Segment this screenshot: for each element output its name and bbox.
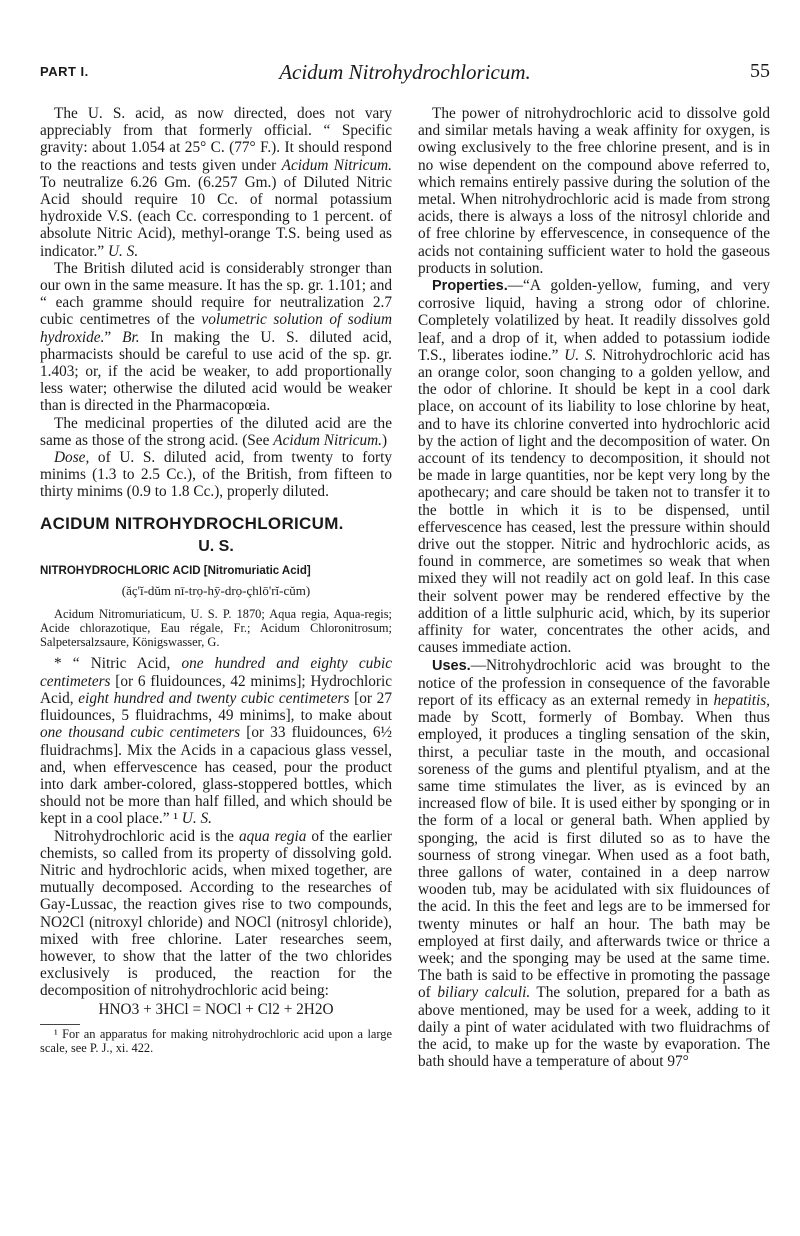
paragraph-dissolving-power: The power of nitrohydrochloric acid to dissolve gold and similar metals having a weak affinity for oxygen, is owing exclusively to the free chlorine present, and is in no wise dependent on the compound above referred to, which remains entirely passive during the solution of the metal. When nitrohydrochloric acid is made from strong acids, there is always a loss of the nitrosyl chloride and of free chlorine by effervescence, in consequence of the acids not containing sufficient water to hold the gaseous products in solution. [418, 105, 770, 277]
properties-heading: Properties. [432, 278, 508, 295]
uses-heading: Uses. [432, 657, 471, 674]
chemical-equation: HNO3 + 3HCl = NOCl + Cl2 + 2H2O [98, 1000, 334, 1018]
right-column [418, 105, 770, 1070]
paragraph-british-acid: The British diluted acid is considerably stronger than our own in the same measure. It has the sp. gr. 1.101; and “ each gramme should require for neutralization 2.7 cubic centimetres of the volumetric solution of sodium hydroxide.” Br. In making the U. S. diluted acid, pharmacists should be careful to use acid of the sp. gr. 1.403; or, if the acid be weaker, to add proportionally less water; otherwise the diluted acid would be weaker than is directed in the Pharmacopœia. [40, 259, 392, 415]
paragraph-formula: * “ Nitric Acid, one hundred and eighty cubic centimeters [or 6 fluidounces, 42 minims]; Hydrochloric Acid, eight hundred and twenty cubic centimeters [or 27 fluidounces, 5 fluidrachms, 49 minims], to make about one thousand cubic centimeters [or 33 fluidounces, 6½ fluidrachms]. Mix the Acids in a capacious glass vessel, and, when effervescence has ceased, pour the product into dark amber-colored, glass-stoppered bottles, which should not be more than half filled, and which should be kept in a cool place.” ¹ U. S. [40, 655, 392, 828]
section-subtitle: U. S. [198, 537, 234, 555]
paragraph-properties: Properties.—“A golden-yellow, fuming, and very corrosive liquid, having a strong odor of chlorine. Completely volatilized by heat. It readily dissolves gold leaf, and a drop of it, when added to potassium iodide T.S., liberates iodine.” U. S. Nitrohydrochloric acid has an orange color, soon changing to a golden yellow, and the odor of chlorine. It should be kept in a cool dark place, on account of its liability to lose chlorine by heat, and to have its chlorine converted into hydrochloric acid by the action of light and the decomposition of water. On account of its tendency to decomposition, it should not be made in large quantities, nor be kept very long by the apothecary; and care should be taken not to transfer it to the bottle in which it is to be dispensed, until effervescence has ceased, lest the pressure within should drive out the stopper. Nitric and hydrochloric acids, as found in commerce, are sometimes so weak that when mixed they will not readily act on gold leaf. In this case their solvent power may be rendered effective by the addition of a little sulphuric acid, which, by its superior affinity for water, concentrates the other acids, and causes immediate action. [418, 277, 771, 657]
pronunciation: (ăç'ĭ-dŭm nī-trọ-hȳ-drọ-çhlō'rĭ-cŭm) [121, 583, 311, 599]
section-title: ACIDUM NITROHYDROCHLORICUM. [40, 513, 344, 533]
synonym-line: NITROHYDROCHLORIC ACID [Nitromuriatic Acid] [40, 565, 311, 578]
paragraph-uses: Uses.—Nitrohydrochloric acid was brought to the notice of the profession in consequence of the favorable report of its efficacy as an external remedy in hepatitis, made by Scott, formerly of Bombay. When thus employed, it produces a tingling sensation of the skin, thirst, a peculiar taste in the mouth, and occasional soreness of the gums and plentiful ptyalism, and at the same time stimulates the liver, as is evinced by an increased flow of bile. It is used either by sponging or in the form of a local or general bath. When applied by sponging, the acid is first diluted so as to have the sourness of strong vinegar. When used as a foot bath, three gallons of water, contained in a deep narrow wooden tub, may be acidulated with six fluidounces of the acid. In this the feet and legs are to be immersed for twenty minutes or half an hour. The bath may be employed at first daily, and afterwards twice or thrice a week; and the sponging may be used at the same time. The bath is said to be effective in promoting the passage of biliary calculi. The solution, prepared for a bath as above mentioned, may be used for a week, adding to it daily a pint of water acidulated with two fluidrachms of the acid, to make up for the waste by evaporation. The bath should have a temperature of about 97° [418, 656, 770, 1071]
page-number: 55 [750, 60, 770, 82]
paragraph-medicinal: The medicinal properties of the diluted acid are the same as those of the strong acid. (See Acidum Nitricum.) [40, 414, 392, 449]
synonyms-list: Acidum Nitromuriaticum, U. S. P. 1870; Aqua regia, Aqua-regis; Acide chlorazotique, Eau régale, Fr.; Acidum Chloronitrosum; Salpetersalzsaure, Königswasser, G. [40, 607, 392, 650]
paragraph-aqua-regia: Nitrohydrochloric acid is the aqua regia of the earlier chemists, so called from its property of dissolving gold. Nitric and hydrochloric acids, when mixed together, are mutually decomposed. According to the researches of Gay-Lussac, the reaction gives rise to two compounds, NO2Cl (nitroxyl chloride) and NOCl (nitrosyl chloride), mixed with free chlorine. Later researches seem, however, to show that the latter of the two chlorides exclusively is produced, the reaction for the decomposition of nitrohydrochloric acid being: [40, 827, 392, 1000]
paragraph-specific-gravity: The U. S. acid, as now directed, does not vary appreciably from that formerly official. “ Specific gravity: about 1.054 at 25° C. (77° F.). It should respond to the reactions and tests given under Acidum Nitricum. To neutralize 6.26 Gm. (6.257 Gm.) of Diluted Nitric Acid should require 10 Cc. of normal potassium hydroxide V.S. (each Cc. corresponding to 1 percent. of absolute Nitric Acid), methyl-orange T.S. being used as indicator.” U. S. [40, 105, 392, 260]
page-header [40, 60, 770, 86]
left-column [40, 105, 392, 1055]
footnote: ¹ For an apparatus for making nitrohydrochloric acid upon a large scale, see P. J., xi. 422. [40, 1026, 392, 1055]
part-label: PART I. [40, 64, 89, 79]
paragraph-dose: Dose, of U. S. diluted acid, from twenty to forty minims (1.3 to 2.5 Cc.), of the British, from fifteen to thirty minims (0.9 to 1.8 Cc.), properly diluted. [40, 449, 392, 501]
footnote-divider [40, 1024, 80, 1025]
running-title: Acidum Nitrohydrochloricum. [279, 60, 531, 84]
